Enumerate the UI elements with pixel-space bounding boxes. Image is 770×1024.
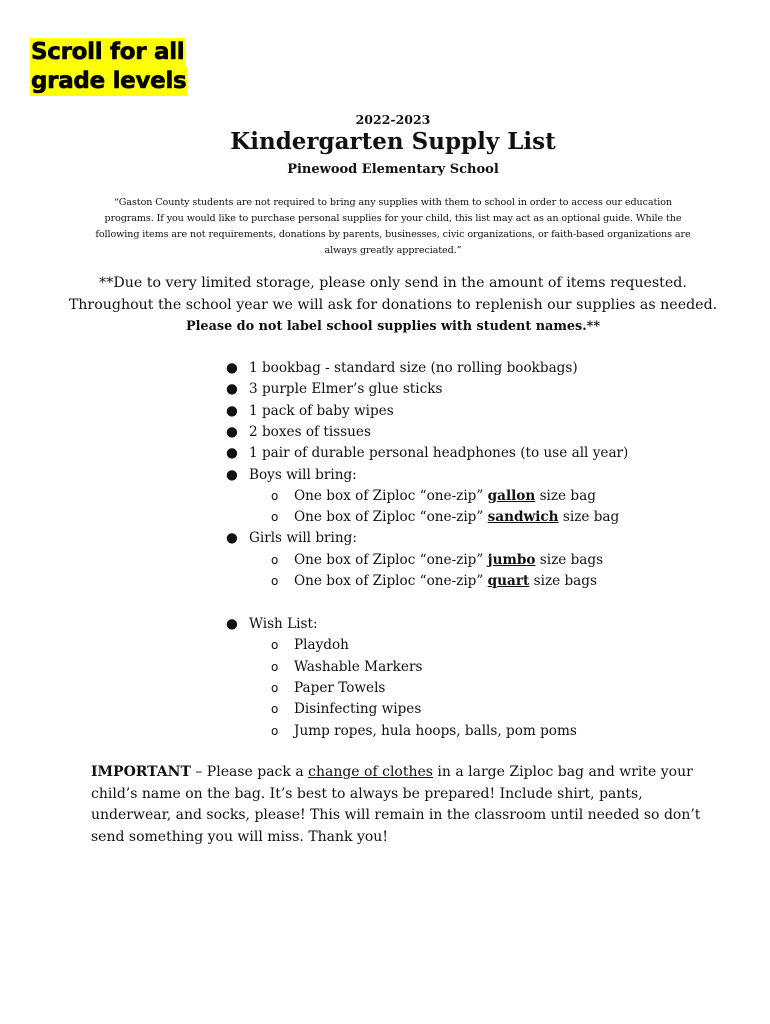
hollow-bullet-icon: o [271,510,279,525]
hollow-bullet-icon: o [271,638,279,653]
storage-line-1: **Due to very limited storage, please only send in the amount of items requested. [99,275,687,291]
storage-line-2: Throughout the school year we will ask for donations to replenish our supplies as needed. [68,296,718,313]
bullet-icon: ● [226,402,238,419]
hollow-bullet-icon: o [271,552,279,567]
page-title: Kindergarten Supply List [230,128,556,155]
bullet-icon: ● [226,530,238,547]
hollow-bullet-icon: o [271,659,279,674]
hollow-bullet-icon: o [271,488,279,503]
hollow-bullet-icon: o [271,723,279,738]
bullet-icon: ● [226,381,238,398]
school-year: 2022-2023 [355,112,431,127]
bullet-icon: ● [226,360,238,376]
storage-note [40,273,746,338]
scroll-banner [30,38,187,96]
change-of-clothes: change of clothes [308,764,433,780]
banner-line-2: grade levels [31,68,187,94]
bullet-icon: ● [226,445,238,462]
important-note: IMPORTANT – Please pack a change of clothes in a large Ziploc bag and write your child’s name on the bag. It’s best to always be prepared! Include shirt, pants, underwear, and socks, please! This will remain in the classroom until needed so don’t send something you will miss. Thank you! [91,764,701,845]
important-label: IMPORTANT [91,764,191,780]
banner-line-1: Scroll for all [31,39,185,65]
hollow-bullet-icon: o [271,702,279,717]
school-name: Pinewood Elementary School [287,162,499,177]
bullet-icon: ● [226,466,238,483]
hollow-bullet-icon: o [271,574,279,588]
bullet-icon: ● [226,616,238,632]
storage-line-3: Please do not label school supplies with student names.** [185,319,601,334]
disclaimer-text: “Gaston County students are not required to bring any supplies with them to school in order to access our education programs. If you would like to purchase personal supplies for your child, this list may act as an optional guide. While the following items are not requirements, donations by parents, businesses, civic organizations, or faith-based organizations are always greatly appreciated.” [95,197,691,256]
hollow-bullet-icon: o [271,680,279,695]
bullet-icon: ● [226,423,238,440]
